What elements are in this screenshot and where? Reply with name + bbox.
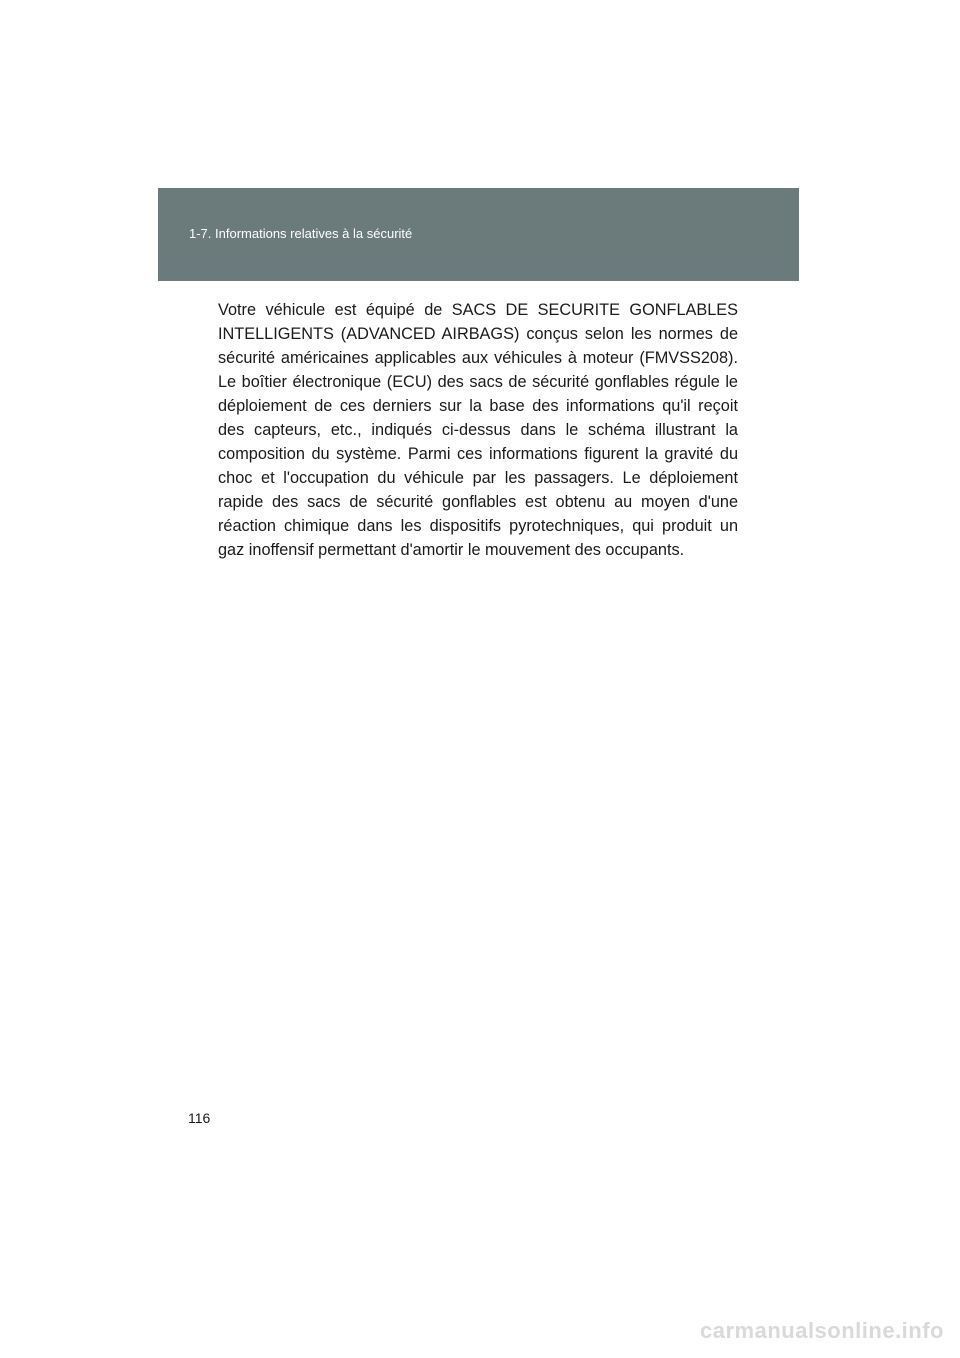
body-paragraph: Votre véhicule est équipé de SACS DE SECURITE GONFLABLES INTELLIGENTS (ADVANCED AIRBAGS) conçus selon les normes de sécurité américaines applicables aux véhicules à moteur (FMVSS208). Le boîtier électronique (ECU) des sacs de sécurité gonflables régule le déploiement de ces derniers sur la base des informations qu'il reçoit des capteurs, etc., indiqués ci-dessus dans le schéma illustrant la composition du système. Parmi ces informations figurent la gravité du choc et l'occupation du véhicule par les passagers. Le déploiement rapide des sacs de sécurité gonflables est obtenu au moyen d'une réaction chimique dans les dispositifs pyrotechniques, qui produit un gaz inoffensif permettant d'amortir le mouvement des occupants. bbox=[218, 301, 738, 559]
watermark: carmanualsonline.info bbox=[700, 1318, 944, 1343]
section-header-band bbox=[158, 188, 799, 281]
section-title: 1-7. Informations relatives à la sécurité bbox=[189, 226, 413, 241]
page-number: 116 bbox=[188, 1110, 211, 1126]
